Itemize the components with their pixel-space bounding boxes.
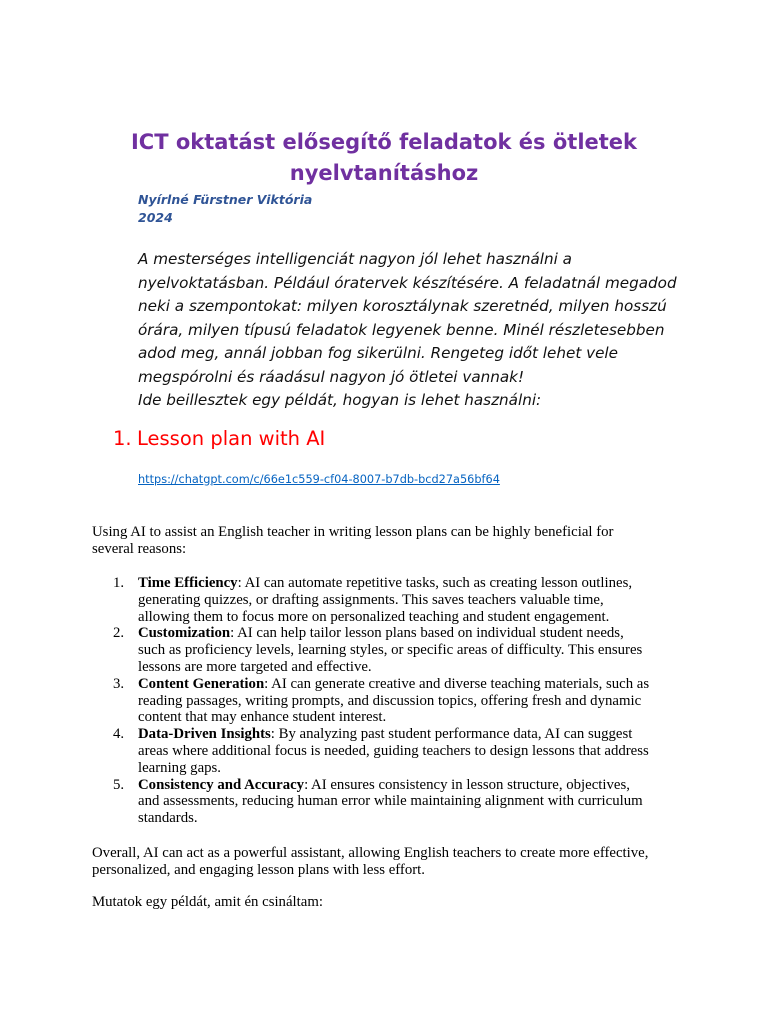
closing-line: Mutatok egy példát, amit én csináltam: — [92, 894, 323, 910]
list-item-number: 3. — [113, 675, 125, 692]
list-item-text: : AI can generate creative and diverse teaching materials, such as — [264, 675, 650, 692]
section-heading-text: Lesson plan with AI — [137, 427, 326, 450]
author-name: Nyírlné Fürstner Viktória — [138, 192, 313, 207]
title-line-1: ICT oktatást elősegítő feladatok és ötletek — [130, 130, 638, 154]
list-item-text: standards. — [138, 810, 198, 827]
list-item-text: areas where additional focus is needed, guiding teachers to design lessons that address — [138, 742, 649, 759]
list-item-text: reading passages, writing prompts, and discussion topics, offering fresh and dynamic — [138, 692, 642, 709]
intro-paragraph — [138, 248, 677, 413]
list-item — [92, 575, 692, 625]
body-intro-line: Using AI to assist an English teacher in writing lesson plans can be highly beneficial for — [92, 524, 614, 540]
list-item-number: 4. — [113, 726, 125, 743]
overall-paragraph — [92, 845, 692, 879]
intro-line: adod meg, annál jobban fog sikerülni. Rengeteg időt lehet vele — [138, 344, 618, 362]
list-item-term: Consistency and Accuracy — [138, 776, 305, 793]
chatgpt-link[interactable]: https://chatgpt.com/c/66e1c559-cf04-8007-b7db-bcd27a56bf64 — [138, 473, 500, 486]
list-item-term: Content Generation — [138, 675, 265, 692]
intro-line: neki a szempontokat: milyen korosztálynak szeretnéd, milyen hosszú — [138, 297, 667, 315]
list-item-term: Data-Driven Insights — [138, 726, 271, 743]
list-item-term: Time Efficiency — [138, 575, 238, 591]
list-item-text: allowing them to focus more on personalized teaching and student engagement. — [138, 608, 610, 625]
list-item-text: such as proficiency levels, learning styles, or specific areas of difficulty. This ensures — [138, 642, 643, 659]
intro-line: megspórolni és ráadásul nagyon jó ötletei vannak! — [138, 367, 525, 386]
body-intro-paragraph — [92, 524, 692, 558]
intro-line: A mesterséges intelligenciát nagyon jól lehet használni a — [138, 250, 572, 268]
author-year: 2024 — [138, 210, 173, 225]
list-item-number: 5. — [113, 776, 125, 793]
closing-paragraph — [92, 894, 692, 911]
intro-line: órára, milyen típusú feladatok legyenek benne. Minél részletesebben — [138, 320, 665, 339]
list-item-term: Customization — [138, 625, 231, 642]
overall-line: personalized, and engaging lesson plans with less effort. — [92, 861, 425, 878]
section-number: 1. — [113, 427, 132, 450]
list-item-text: generating quizzes, or drafting assignments. This saves teachers valuable time, — [138, 591, 604, 608]
author-block — [138, 191, 312, 227]
list-item — [92, 777, 692, 827]
list-item-text: : AI can help tailor lesson plans based on individual student needs, — [230, 625, 624, 642]
list-item-number: 2. — [113, 625, 125, 642]
list-item-text: : AI ensures consistency in lesson structure, objectives, — [304, 776, 630, 793]
list-item-text: and assessments, reducing human error while maintaining alignment with curriculum — [138, 793, 643, 810]
list-item-text: : AI can automate repetitive tasks, such as creating lesson outlines, — [237, 575, 633, 591]
list-item — [92, 625, 692, 675]
body-intro-line: several reasons: — [92, 540, 187, 557]
reasons-list — [92, 575, 692, 827]
list-item-text: : By analyzing past student performance data, AI can suggest — [270, 726, 633, 743]
title-line-2: nyelvtanításhoz — [289, 161, 479, 185]
intro-line: Ide beillesztek egy példát, hogyan is lehet használni: — [138, 391, 542, 409]
list-item-text: lessons are more targeted and effective. — [138, 658, 372, 675]
overall-line: Overall, AI can act as a powerful assistant, allowing English teachers to create more effective, — [92, 845, 649, 861]
list-item — [92, 726, 692, 776]
section-heading — [113, 425, 325, 453]
list-item-number: 1. — [113, 575, 125, 591]
document-title — [100, 127, 668, 189]
list-item-text: learning gaps. — [138, 759, 222, 776]
intro-line: nyelvoktatásban. Például óratervek készítésére. A feladatnál megadod — [138, 273, 677, 292]
list-item-text: content that may enhance student interest. — [138, 709, 387, 726]
list-item — [92, 676, 692, 726]
